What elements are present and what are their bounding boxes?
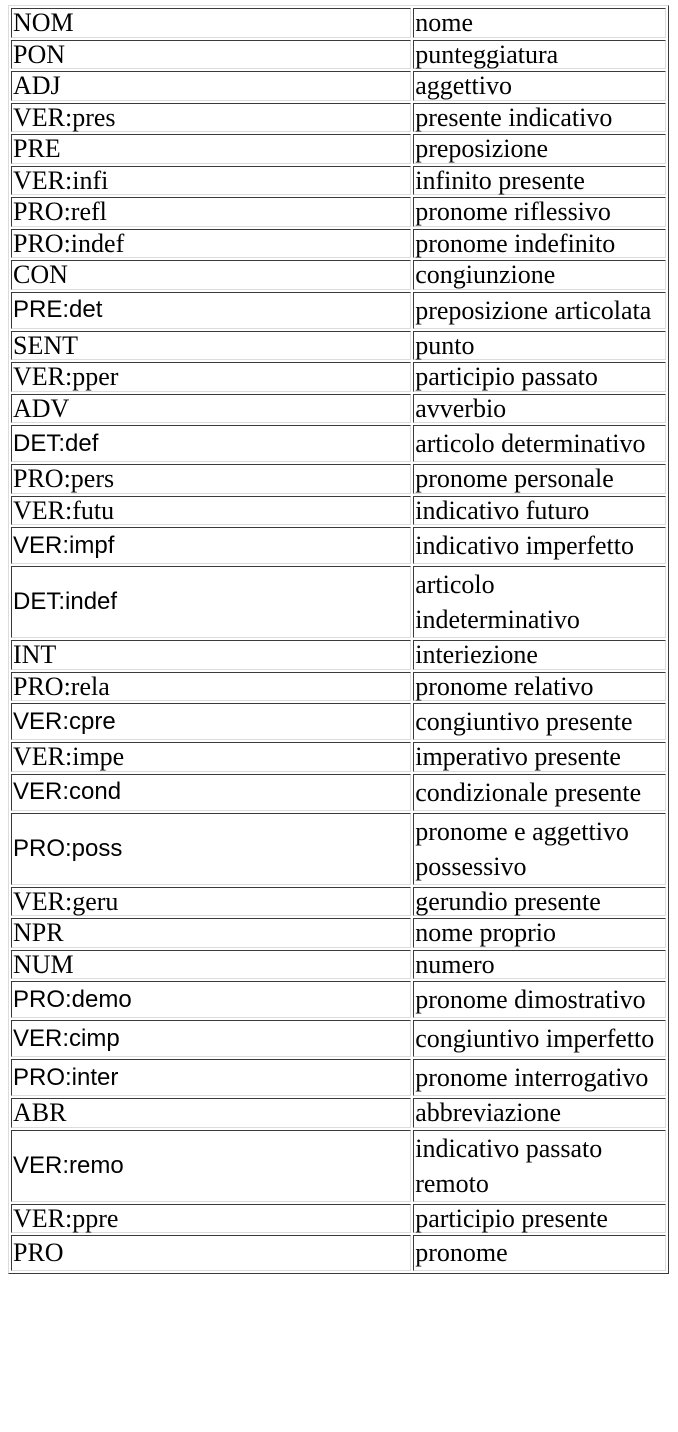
description-cell: presente indicativo: [413, 103, 666, 133]
tag-cell: DET:indef: [11, 566, 411, 638]
tag-cell: VER:pper: [11, 362, 411, 392]
tag-cell: VER:remo: [11, 1130, 411, 1202]
tag-cell: VER:infi: [11, 166, 411, 196]
description-cell: gerundio presente: [413, 887, 666, 917]
tag-cell: NPR: [11, 918, 411, 948]
table-row: [11, 1204, 666, 1234]
table-row: [11, 950, 666, 980]
description-cell: infinito presente: [413, 166, 666, 196]
table-row: [11, 331, 666, 361]
table-row: [11, 103, 666, 133]
tag-cell: PRO:inter: [11, 1059, 411, 1096]
pos-tag-table-body: [11, 8, 666, 1271]
description-cell: numero: [413, 950, 666, 980]
table-row: [11, 425, 666, 462]
description-cell: nome proprio: [413, 918, 666, 948]
table-row: [11, 292, 666, 329]
description-cell: avverbio: [413, 394, 666, 424]
description-cell: preposizione: [413, 134, 666, 164]
description-cell: interiezione: [413, 640, 666, 670]
tag-cell: VER:pres: [11, 103, 411, 133]
description-cell: congiunzione: [413, 260, 666, 290]
tag-cell: PRE:det: [11, 292, 411, 329]
description-cell: congiuntivo presente: [413, 703, 666, 740]
tag-cell: NUM: [11, 950, 411, 980]
description-cell: punto: [413, 331, 666, 361]
description-cell: pronome interrogativo: [413, 1059, 666, 1096]
description-cell: pronome dimostrativo: [413, 981, 666, 1018]
tag-cell: INT: [11, 640, 411, 670]
tag-cell: PON: [11, 40, 411, 70]
tag-cell: PRO: [11, 1235, 411, 1271]
table-row: [11, 496, 666, 526]
tag-cell: VER:cpre: [11, 703, 411, 740]
description-cell: articolo indeterminativo: [413, 566, 666, 638]
table-row: [11, 1098, 666, 1128]
tag-cell: PRE: [11, 134, 411, 164]
tag-cell: PRO:demo: [11, 981, 411, 1018]
tag-cell: NOM: [11, 8, 411, 38]
table-row: [11, 774, 666, 811]
tag-cell: ADJ: [11, 71, 411, 101]
tag-cell: PRO:pers: [11, 464, 411, 494]
tag-cell: VER:futu: [11, 496, 411, 526]
table-row: [11, 197, 666, 227]
tag-cell: VER:geru: [11, 887, 411, 917]
table-row: [11, 134, 666, 164]
description-cell: preposizione articolata: [413, 292, 666, 329]
table-row: [11, 8, 666, 38]
tag-cell: CON: [11, 260, 411, 290]
description-cell: imperativo presente: [413, 742, 666, 772]
tag-cell: PRO:poss: [11, 813, 411, 885]
tag-cell: ABR: [11, 1098, 411, 1128]
description-cell: participio presente: [413, 1204, 666, 1234]
table-row: [11, 166, 666, 196]
description-cell: indicativo imperfetto: [413, 527, 666, 564]
table-row: [11, 1235, 666, 1271]
tag-cell: VER:cimp: [11, 1020, 411, 1057]
description-cell: participio passato: [413, 362, 666, 392]
description-cell: pronome: [413, 1235, 666, 1271]
tag-cell: ADV: [11, 394, 411, 424]
table-row: [11, 672, 666, 702]
tag-cell: VER:impf: [11, 527, 411, 564]
description-cell: abbreviazione: [413, 1098, 666, 1128]
table-row: [11, 71, 666, 101]
tag-cell: PRO:refl: [11, 197, 411, 227]
description-cell: punteggiatura: [413, 40, 666, 70]
description-cell: congiuntivo imperfetto: [413, 1020, 666, 1057]
tag-cell: VER:ppre: [11, 1204, 411, 1234]
table-row: [11, 566, 666, 638]
table-row: [11, 1059, 666, 1096]
table-row: [11, 527, 666, 564]
description-cell: indicativo passato remoto: [413, 1130, 666, 1202]
table-row: [11, 813, 666, 885]
description-cell: pronome relativo: [413, 672, 666, 702]
description-cell: pronome indefinito: [413, 229, 666, 259]
table-row: [11, 918, 666, 948]
tag-cell: VER:impe: [11, 742, 411, 772]
table-row: [11, 742, 666, 772]
description-cell: pronome riflessivo: [413, 197, 666, 227]
pos-tag-table: [8, 5, 669, 1274]
table-row: [11, 260, 666, 290]
table-row: [11, 640, 666, 670]
description-cell: nome: [413, 8, 666, 38]
description-cell: pronome personale: [413, 464, 666, 494]
tag-cell: DET:def: [11, 425, 411, 462]
table-row: [11, 703, 666, 740]
table-row: [11, 362, 666, 392]
table-row: [11, 229, 666, 259]
description-cell: articolo determinativo: [413, 425, 666, 462]
description-cell: aggettivo: [413, 71, 666, 101]
table-row: [11, 40, 666, 70]
tag-cell: PRO:indef: [11, 229, 411, 259]
table-row: [11, 394, 666, 424]
tag-cell: SENT: [11, 331, 411, 361]
table-row: [11, 464, 666, 494]
table-row: [11, 1130, 666, 1202]
tag-cell: VER:cond: [11, 774, 411, 811]
description-cell: pronome e aggettivo possessivo: [413, 813, 666, 885]
tag-cell: PRO:rela: [11, 672, 411, 702]
description-cell: condizionale presente: [413, 774, 666, 811]
table-row: [11, 981, 666, 1018]
table-row: [11, 1020, 666, 1057]
table-row: [11, 887, 666, 917]
description-cell: indicativo futuro: [413, 496, 666, 526]
